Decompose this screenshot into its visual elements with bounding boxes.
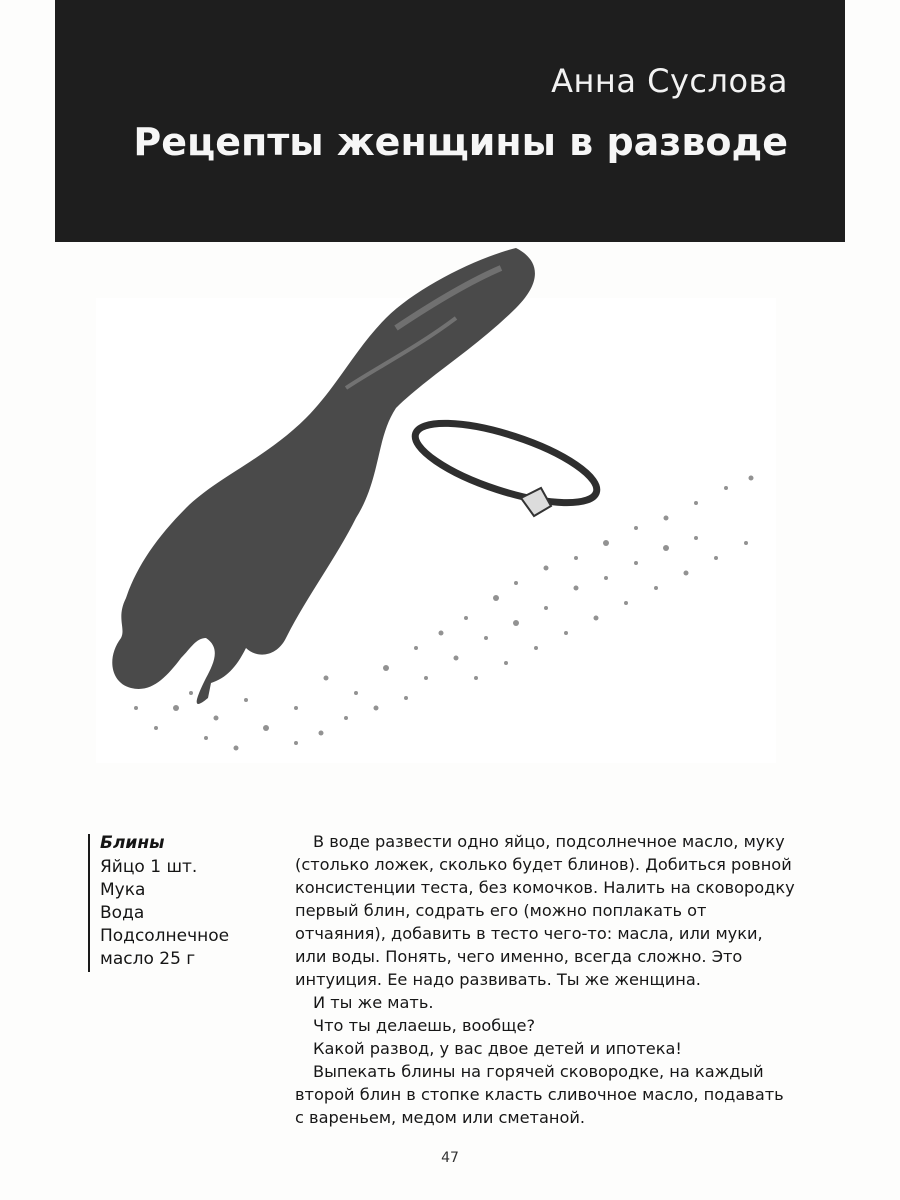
ingredient-item: Подсолнечное [100, 926, 230, 946]
recipe-name: Блины [100, 833, 165, 853]
paragraph: Что ты делаешь, вообще? [313, 1016, 536, 1035]
ingredient-item: масло 25 г [100, 949, 196, 969]
illustration-hand-with-ring [96, 238, 776, 763]
book-title: Рецепты женщины в разводе [133, 120, 788, 164]
ingredient-item: Вода [100, 903, 145, 923]
paragraph: В воде развести одно яйцо, подсолнечное масло, муку (столько ложек, сколько будет блинов). Добиться ровной консистенции теста, без комочков. Налить на сковородку первый блин, содрать его (можно поплакать от отчаяния), добавить в тесто чего-то: масла, или муки, или воды. Понять, чего именно, всегда сложно. Это интуиция. Ее надо развивать. Ты же женщина. [295, 832, 795, 989]
paragraph: Какой развод, у вас двое детей и ипотека! [313, 1039, 682, 1058]
recipe-body-text [295, 830, 795, 1129]
author-name: Анна Суслова [551, 62, 788, 100]
recipe-ingredients-box [88, 834, 270, 972]
ingredient-item: Мука [100, 880, 146, 900]
paragraph: Выпекать блины на горячей сковородке, на каждый второй блин в стопке класть сливочное масло, подавать с вареньем, медом или сметаной. [295, 1062, 784, 1127]
ingredient-item: Яйцо 1 шт. [100, 857, 198, 877]
paragraph: И ты же мать. [313, 993, 434, 1012]
page-number: 47 [441, 1150, 459, 1166]
